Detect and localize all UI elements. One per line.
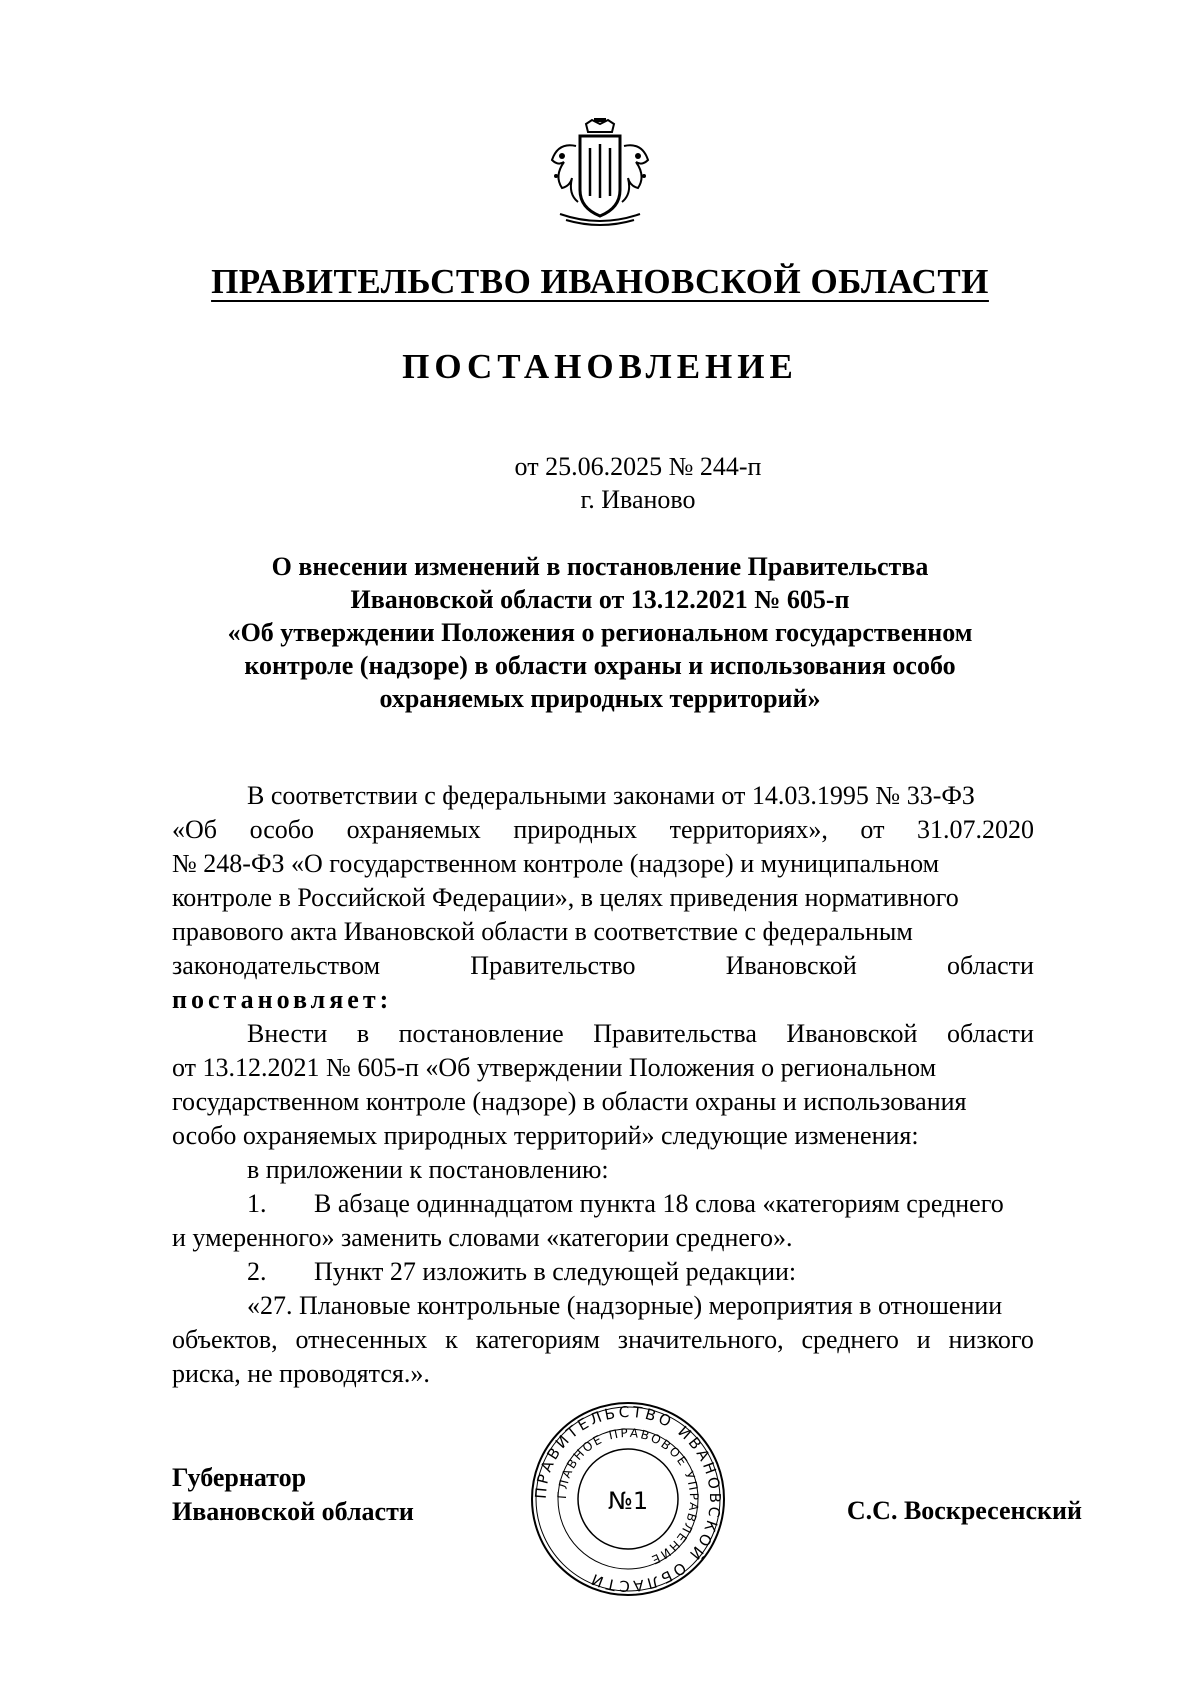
- word: Ивановской: [725, 951, 857, 980]
- word: от: [860, 815, 885, 844]
- word: области: [947, 951, 1034, 980]
- stamp-number: №1: [607, 1487, 649, 1515]
- word: среднего: [801, 1325, 899, 1354]
- signatory-name: С.С. Воскресенский: [846, 1496, 1082, 1525]
- word: Правительство: [470, 951, 636, 980]
- word: отнесенных: [295, 1325, 428, 1354]
- list-item-text: Пункт 27 изложить в следующей редакции:: [314, 1257, 797, 1286]
- word: значительного,: [617, 1325, 784, 1354]
- word: объектов,: [172, 1325, 278, 1354]
- body-line: № 248-ФЗ «О государственном контроле (надзоре) и муниципальном: [172, 849, 940, 878]
- stamp-inner-text: ГЛАВНОЕ ПРАВОВОЕ УПРАВЛЕНИЕ: [554, 1425, 702, 1568]
- word: Ивановской: [786, 1019, 918, 1048]
- word: категориям: [475, 1325, 600, 1354]
- word: Правительства: [593, 1019, 757, 1048]
- official-stamp: [528, 1399, 728, 1599]
- word: законодательством: [172, 951, 381, 980]
- signatory-position-line: Ивановской области: [172, 1497, 414, 1526]
- stamp-outer-text: ПРАВИТЕЛЬСТВО ИВАНОВСКОЙ ОБЛАСТИ: [531, 1402, 725, 1596]
- organization-title: ПРАВИТЕЛЬСТВО ИВАНОВСКОЙ ОБЛАСТИ: [211, 262, 989, 301]
- body-line-justified: [172, 813, 1034, 847]
- list-item-1: [172, 1187, 1034, 1221]
- word: и: [916, 1325, 931, 1354]
- word: в: [356, 1019, 370, 1048]
- body-line: контроле в Российской Федерации», в целях приведения нормативного: [172, 883, 959, 912]
- coat-of-arms-icon: [546, 118, 654, 230]
- word: «Об: [172, 815, 218, 844]
- signatory-position: [172, 1461, 414, 1529]
- body-line: государственном контроле (надзоре) в области охраны и использования: [172, 1087, 967, 1116]
- body-line: и умеренного» заменить словами «категории среднего».: [172, 1223, 793, 1252]
- list-item-number: 2.: [247, 1257, 267, 1286]
- quote-line: риска, не проводятся.».: [172, 1359, 430, 1388]
- word: 31.07.2020: [917, 815, 1034, 844]
- document-city: г. Иваново: [580, 485, 696, 514]
- word: особо: [249, 815, 314, 844]
- quote-line-justified: [172, 1323, 1034, 1357]
- word: области: [947, 1019, 1034, 1048]
- signatory-position-line: Губернатор: [172, 1463, 307, 1492]
- document-title: [180, 550, 1020, 715]
- list-item-number: 1.: [247, 1189, 267, 1218]
- word: Внести: [247, 1019, 328, 1048]
- title-line: охраняемых природных территорий»: [379, 684, 821, 713]
- body-line-justified: [172, 1017, 1034, 1051]
- word: территориях»,: [669, 815, 828, 844]
- body-line: особо охраняемых природных территорий» следующие изменения:: [172, 1121, 919, 1150]
- body-line: от 13.12.2021 № 605-п «Об утверждении Положения о региональном: [172, 1053, 937, 1082]
- word: к: [445, 1325, 458, 1354]
- body-line-justified: [172, 949, 1034, 983]
- word: низкого: [948, 1325, 1034, 1354]
- title-line: Ивановской области от 13.12.2021 № 605-п: [350, 585, 850, 614]
- word: природных: [513, 815, 638, 844]
- quote-line: «27. Плановые контрольные (надзорные) мероприятия в отношении: [247, 1291, 1003, 1320]
- body-line: В соответствии с федеральными законами от 14.03.1995 № 33-ФЗ: [247, 781, 975, 810]
- word: постановление: [398, 1019, 564, 1048]
- title-line: контроле (надзоре) в области охраны и использования особо: [244, 651, 956, 680]
- title-line: «Об утверждении Положения о региональном государственном: [227, 618, 973, 647]
- word: охраняемых: [346, 815, 481, 844]
- document-body: [172, 779, 1034, 1391]
- document-date-number: от 25.06.2025 № 244-п: [514, 452, 762, 481]
- document-type: ПОСТАНОВЛЕНИЕ: [402, 347, 798, 386]
- body-line: правового акта Ивановской области в соответствие с федеральным: [172, 917, 913, 946]
- resolves-word: постановляет:: [172, 985, 393, 1014]
- appendix-line: в приложении к постановлению:: [247, 1155, 609, 1184]
- list-item-text: В абзаце одиннадцатом пункта 18 слова «категориям среднего: [314, 1189, 1004, 1218]
- title-line: О внесении изменений в постановление Правительства: [271, 552, 929, 581]
- list-item-2: [172, 1255, 1034, 1289]
